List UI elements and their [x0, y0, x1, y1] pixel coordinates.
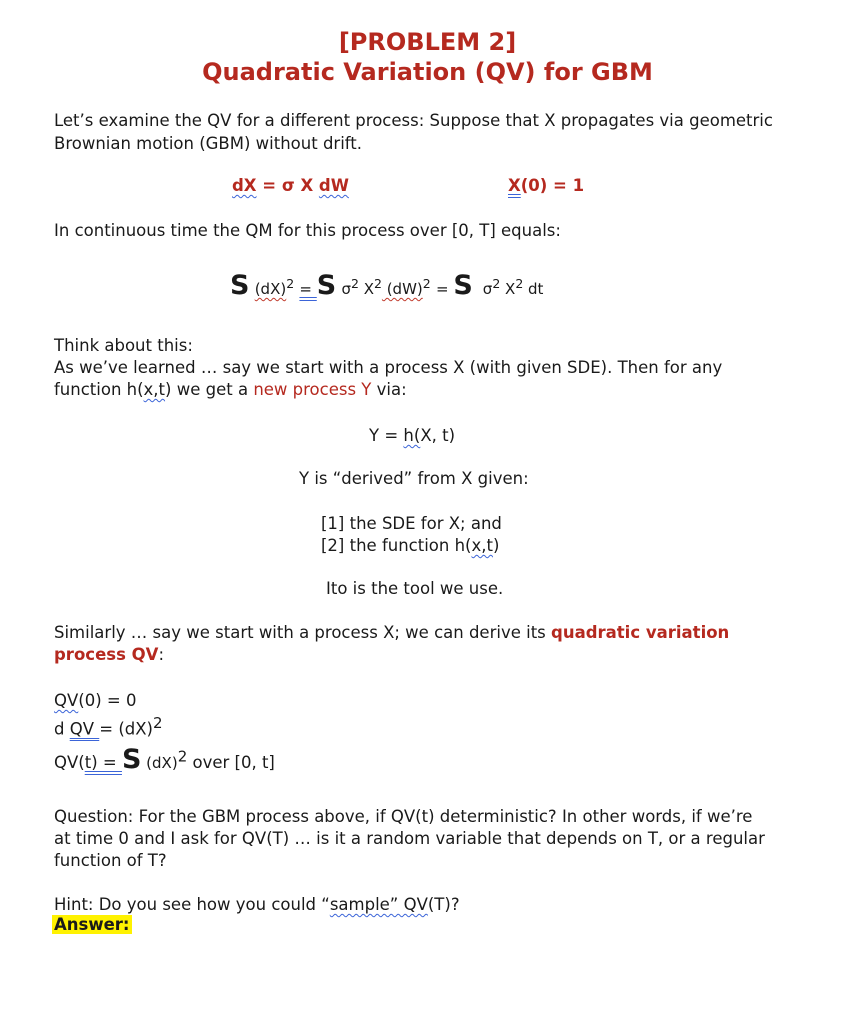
problem-number: [PROBLEM 2] — [338, 28, 517, 56]
derived-text: Y is “derived” from X given: — [299, 469, 529, 488]
question-line-1: Question: For the GBM process above, if QV(t) deterministic? In other words, if we’re — [54, 807, 753, 826]
integral-eq-2: = — [435, 280, 454, 298]
initial-condition — [508, 176, 584, 195]
integral-term-1: (dX)$^2$ — [254, 276, 295, 298]
sde-dw: dW — [318, 176, 349, 195]
qv-initial: QV(0) = 0 — [54, 691, 137, 710]
list-item-1: [1] the SDE for X; and — [321, 514, 502, 533]
page-title: Quadratic Variation (QV) for GBM — [202, 58, 653, 86]
integral-term-3: $\sigma^2$ $X^2$ dt — [482, 276, 544, 298]
integral-symbol-2: S — [316, 270, 337, 301]
quadratic-variation-term: quadratic variation — [551, 623, 730, 642]
integral-equation — [230, 270, 543, 301]
sde-mid: = σ X — [256, 176, 319, 195]
integral-eq-1: = — [299, 280, 317, 298]
think-line-3: function h(x,t) we get a new process Y via: — [54, 380, 407, 399]
list-item-2: [2] the function h(x,t) — [321, 536, 500, 555]
qv-integral: QV(t) = S (dX)$^2$ over [0, t] — [54, 744, 275, 775]
init-rest: (0) = 1 — [520, 176, 585, 195]
answer-label: Answer: — [54, 915, 130, 934]
similarly-line-2: process QV: — [54, 645, 165, 664]
hint-text: Hint: Do you see how you could “sample” QV(T)? — [54, 895, 460, 914]
new-process-y: new process Y — [253, 380, 372, 399]
init-x: X — [508, 176, 521, 195]
intro-line-2: Brownian motion (GBM) without drift. — [54, 134, 363, 153]
ito-text: Ito is the tool we use. — [326, 579, 504, 598]
similarly-line-1: Similarly … say we start with a process X; we can derive its quadratic variation — [54, 623, 730, 642]
think-line-2: As we’ve learned … say we start with a process X (with given SDE). Then for any — [54, 358, 723, 377]
integral-term-2: $\sigma^2$ $X^2$ (dW)$^2$ — [341, 276, 431, 298]
integral-symbol-3: S — [453, 270, 473, 301]
question-line-2: at time 0 and I ask for QV(T) … is it a random variable that depends on T, or a regular — [54, 829, 765, 848]
question-line-3: function of T? — [54, 851, 167, 870]
integral-symbol-1: S — [230, 270, 250, 301]
think-heading: Think about this: — [54, 336, 193, 355]
intro-line-1: Let’s examine the QV for a different process: Suppose that X propagates via geometric — [54, 111, 773, 130]
qv-integral-symbol: S — [121, 744, 142, 775]
sde-equation — [232, 176, 349, 195]
y-definition: Y = h(X, t) — [369, 426, 456, 445]
qv-differential: d QV = (dX)$^2$ — [54, 714, 163, 739]
sde-dx: dX — [232, 176, 257, 195]
continuous-text: In continuous time the QM for this process over [0, T] equals: — [54, 221, 561, 240]
